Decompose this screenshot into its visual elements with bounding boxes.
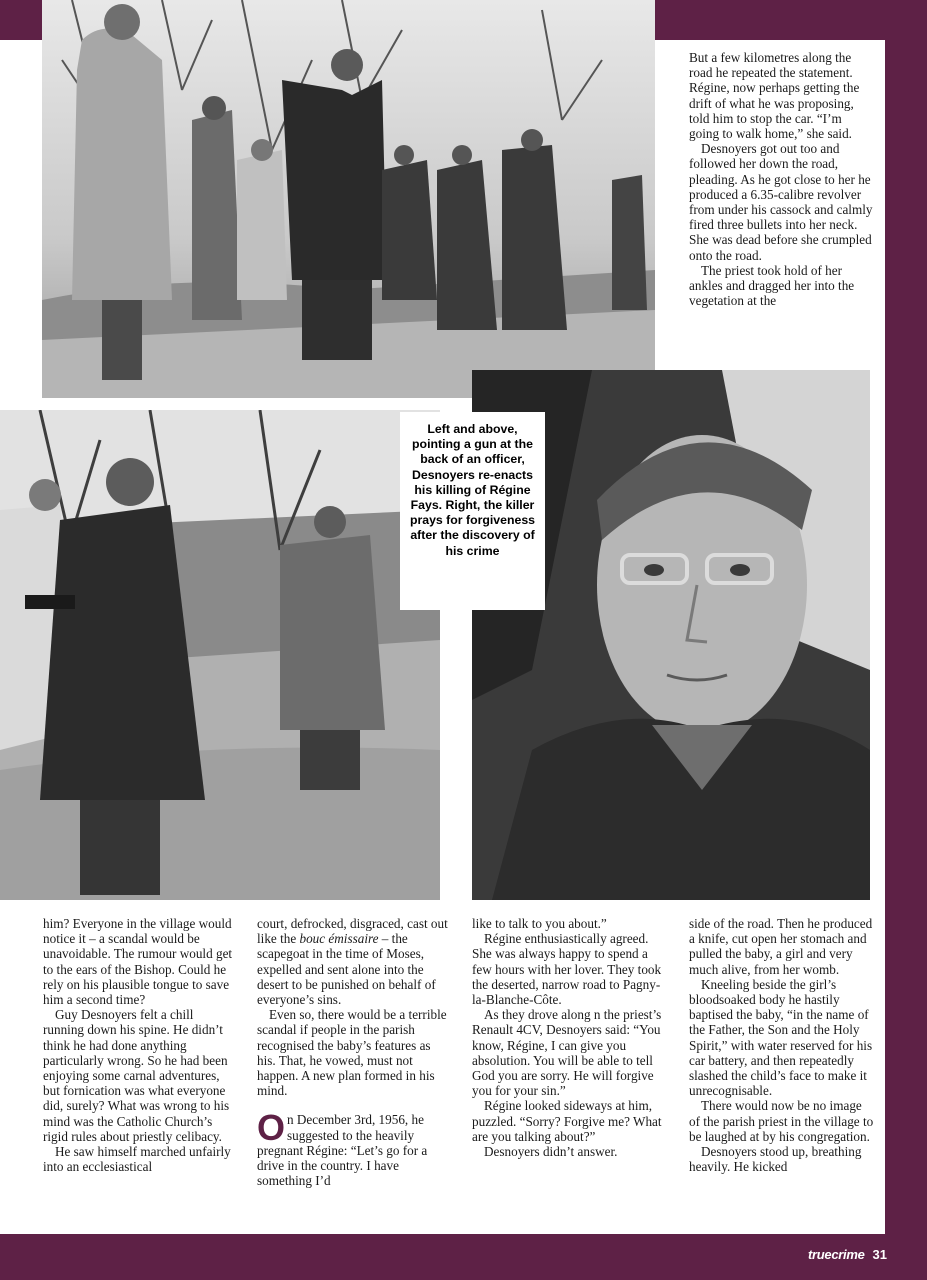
paragraph: Guy Desnoyers felt a chill running down his spine. He didn’t think he had done anything particularly wrong. So he had been enjoying some carnal adventures, but fornication was what everyone did, surely? What was wrong to his mind was the Catholic Church’s rigid rules about priestly celibacy.: [43, 1007, 230, 1144]
article-column-3: [472, 916, 664, 1159]
paragraph: The priest took hold of her ankles and dragged her into the vegetation at the: [689, 262, 855, 309]
paragraph: Régine looked sideways at him, puzzled. “Sorry? Forgive me? What are you talking about?”: [472, 1098, 662, 1144]
paragraph: There would now be no image of the parish priest in the village to be laughed at by his congregation.: [689, 1098, 874, 1144]
paragraph: side of the road. Then he produced a knife, cut open her stomach and pulled the baby, a girl and very much alive, from her womb.: [689, 916, 873, 977]
article-column-top-right: [689, 50, 875, 308]
bottom-band: [0, 1234, 927, 1280]
paragraph: Even so, there would be a terrible scandal if people in the parish recognised the baby’s features as his. That, he vowed, must not happen. A new plan formed in his mind.: [257, 1007, 447, 1099]
paragraph: But a few kilometres along the road he repeated the statement. Régine, now perhaps getting the drift of what he was proposing, told him to stop the car. “I’m going to walk home,” she said.: [689, 50, 860, 142]
article-column-4: [689, 916, 875, 1174]
paragraph: court, defrocked, disgraced, cast out like the bouc émissaire – the scapegoat in the time of Moses, expelled and sent alone into the desert to be punished on behalf of everyone’s sins.: [257, 916, 448, 1008]
paragraph: Desnoyers stood up, breathing heavily. He kicked: [689, 1144, 862, 1175]
photo-top-reconstruction: [42, 0, 655, 398]
paragraph: He saw himself marched unfairly into an ecclesiastical: [43, 1144, 231, 1175]
top-left-band: [0, 0, 42, 40]
paragraph: like to talk to you about.”: [472, 916, 607, 931]
paragraph: him? Everyone in the village would notice it – a scandal would be unavoidable. The rumour would get to the ears of the Bishop. Could he rely on his plausible tongue to save him a second time?: [43, 916, 233, 1008]
page-footer: [808, 1247, 887, 1262]
magazine-brand: truecrime: [807, 1247, 865, 1262]
paragraph: Desnoyers didn’t answer.: [484, 1144, 618, 1160]
drop-cap: O: [257, 1107, 286, 1149]
photo-caption: [400, 412, 545, 610]
paragraph: As they drove along n the priest’s Renault 4CV, Desnoyers said: “You know, Régine, I can give you absolution. You will be able to tell God you are sorry. He will forgive you for your sin.”: [472, 1007, 662, 1099]
paragraph: Desnoyers got out too and followed her down the road, pleading. As he got close to her he produced a 6.35-calibre revolver from under his cassock and calmly fired three bullets into her neck. She was dead before she crumpled onto the road.: [689, 141, 873, 263]
article-column-2: [257, 916, 449, 1188]
article-column-1: [43, 916, 235, 1174]
photo-left-gun: [0, 410, 440, 900]
paragraph-dropcap: On December 3rd, 1956, he suggested to the heavily pregnant Régine: “Let’s go for a drive in the country. I have something I’d: [257, 1107, 428, 1189]
paragraph: Régine enthusiastically agreed. She was always happy to spend a few hours with her lover. They took the deserted, narrow road to Pagny-la-Blanche-Côte.: [472, 931, 662, 1008]
caption-text: Left and above, pointing a gun at the back of an officer, Desnoyers re-enacts his killing of Régine Fays. Right, the killer prays for forgiveness after the discovery of his crime: [409, 422, 536, 558]
right-margin-band: [885, 0, 927, 1280]
page-number: 31: [872, 1247, 887, 1262]
paragraph: Kneeling beside the girl’s bloodsoaked body he hastily baptised the baby, “in the name of the Father, the Son and the Holy Spirit,” with water reserved for his car battery, and then repeatedly slashed the child’s face to make it unrecognisable.: [689, 976, 873, 1099]
italic-term: bouc émissaire: [299, 931, 379, 947]
